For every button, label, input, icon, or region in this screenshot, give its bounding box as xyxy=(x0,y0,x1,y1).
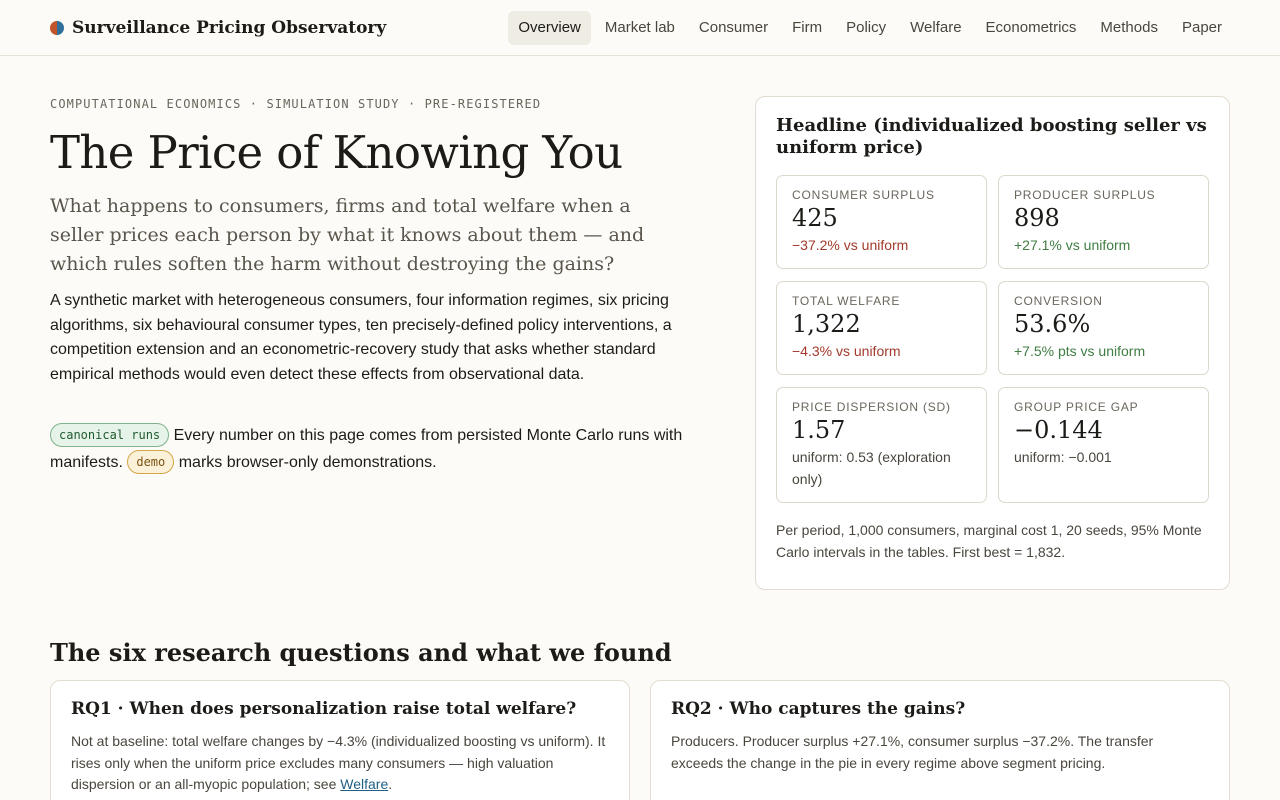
metric-label: PRODUCER SURPLUS xyxy=(1014,188,1156,202)
metric-value: 425 xyxy=(792,204,838,232)
page-title: The Price of Knowing You xyxy=(50,126,623,179)
nav-paper[interactable]: Paper xyxy=(1181,19,1222,36)
nav-econometrics[interactable]: Econometrics xyxy=(985,19,1077,36)
rq2-card xyxy=(650,680,1230,800)
headline-card xyxy=(755,96,1230,590)
metric-label: TOTAL WELFARE xyxy=(792,294,901,308)
metric-value: 53.6% xyxy=(1014,310,1091,338)
nav-methods[interactable]: Methods xyxy=(1100,19,1158,36)
logo-icon xyxy=(50,21,64,35)
hero-subtitle: What happens to consumers, firms and total welfare when a seller prices each person by what it knows about them — and which rules soften the harm without destroying the gains? xyxy=(50,195,645,275)
nav-firm[interactable]: Firm xyxy=(792,19,823,36)
rq1-title: RQ1 · When does personalization raise total welfare? xyxy=(71,699,577,719)
nav-overview[interactable]: Overview xyxy=(508,11,591,45)
metric-total-welfare xyxy=(776,281,987,375)
top-navigation-bar xyxy=(0,0,1280,56)
note-text-1: Every number on this page comes from persisted Monte Carlo runs with manifests. xyxy=(50,427,683,471)
metric-value: −0.144 xyxy=(1014,416,1103,444)
metric-consumer-surplus xyxy=(776,175,987,269)
metric-delta: +7.5% pts vs uniform xyxy=(1014,343,1146,359)
data-provenance-note xyxy=(50,422,700,476)
metric-delta: −4.3% vs uniform xyxy=(792,343,901,359)
rq1-text: Not at baseline: total welfare changes by −4.3% (individualized boosting vs uniform). It rises only when the uniform price excludes many consumers — high valuation dispersion or an all-myopic population; see xyxy=(71,733,606,792)
hero-description: A synthetic market with heterogeneous consumers, four information regimes, six pricing algorithms, six behavioural consumer types, ten precisely-defined policy interventions, a competition extension and an econometric-recovery study that asks whether standard empirical methods would even detect these effects from observational data. xyxy=(50,292,672,384)
metric-value: 898 xyxy=(1014,204,1060,232)
metric-label: CONSUMER SURPLUS xyxy=(792,188,935,202)
metric-producer-surplus xyxy=(998,175,1209,269)
welfare-link[interactable]: Welfare xyxy=(340,776,389,792)
nav-consumer[interactable]: Consumer xyxy=(698,19,769,36)
headline-footnote: Per period, 1,000 consumers, marginal cost 1, 20 seeds, 95% Monte Carlo intervals in the tables. First best = 1,832. xyxy=(776,522,1202,560)
nav-welfare[interactable]: Welfare xyxy=(910,19,962,36)
nav-market-lab[interactable]: Market lab xyxy=(604,19,675,36)
demo-badge: demo xyxy=(127,450,174,474)
metric-price-dispersion xyxy=(776,387,987,503)
metric-delta: +27.1% vs uniform xyxy=(1014,237,1131,253)
metric-delta: uniform: 0.53 (exploration only) xyxy=(792,449,951,487)
metric-value: 1.57 xyxy=(792,416,846,444)
rq1-card xyxy=(50,680,630,800)
rq1-tail: . xyxy=(388,776,393,792)
metric-conversion xyxy=(998,281,1209,375)
headline-title: Headline (individualized boosting seller vs uniform price) xyxy=(776,115,1207,158)
metric-delta: −37.2% vs uniform xyxy=(792,237,909,253)
metric-label: GROUP PRICE GAP xyxy=(1014,400,1139,414)
nav-policy[interactable]: Policy xyxy=(846,19,887,36)
findings-section-title: The six research questions and what we found xyxy=(50,638,672,667)
metric-delta: uniform: −0.001 xyxy=(1014,449,1112,465)
brand[interactable] xyxy=(50,0,386,56)
brand-title: Surveillance Pricing Observatory xyxy=(72,18,387,38)
metric-label: PRICE DISPERSION (SD) xyxy=(792,400,951,414)
rq1-body xyxy=(71,731,609,796)
metric-group-price-gap xyxy=(998,387,1209,503)
main-nav xyxy=(508,11,1232,45)
metric-label: CONVERSION xyxy=(1014,294,1103,308)
rq2-title: RQ2 · Who captures the gains? xyxy=(671,699,966,719)
eyebrow: COMPUTATIONAL ECONOMICS · SIMULATION STUDY · PRE-REGISTERED xyxy=(50,97,542,111)
canonical-runs-badge: canonical runs xyxy=(50,423,169,447)
metric-value: 1,322 xyxy=(792,310,861,338)
note-text-2: marks browser-only demonstrations. xyxy=(174,454,437,471)
rq2-body: Producers. Producer surplus +27.1%, consumer surplus −37.2%. The transfer exceeds the change in the pie in every regime above segment pricing. xyxy=(671,733,1154,771)
